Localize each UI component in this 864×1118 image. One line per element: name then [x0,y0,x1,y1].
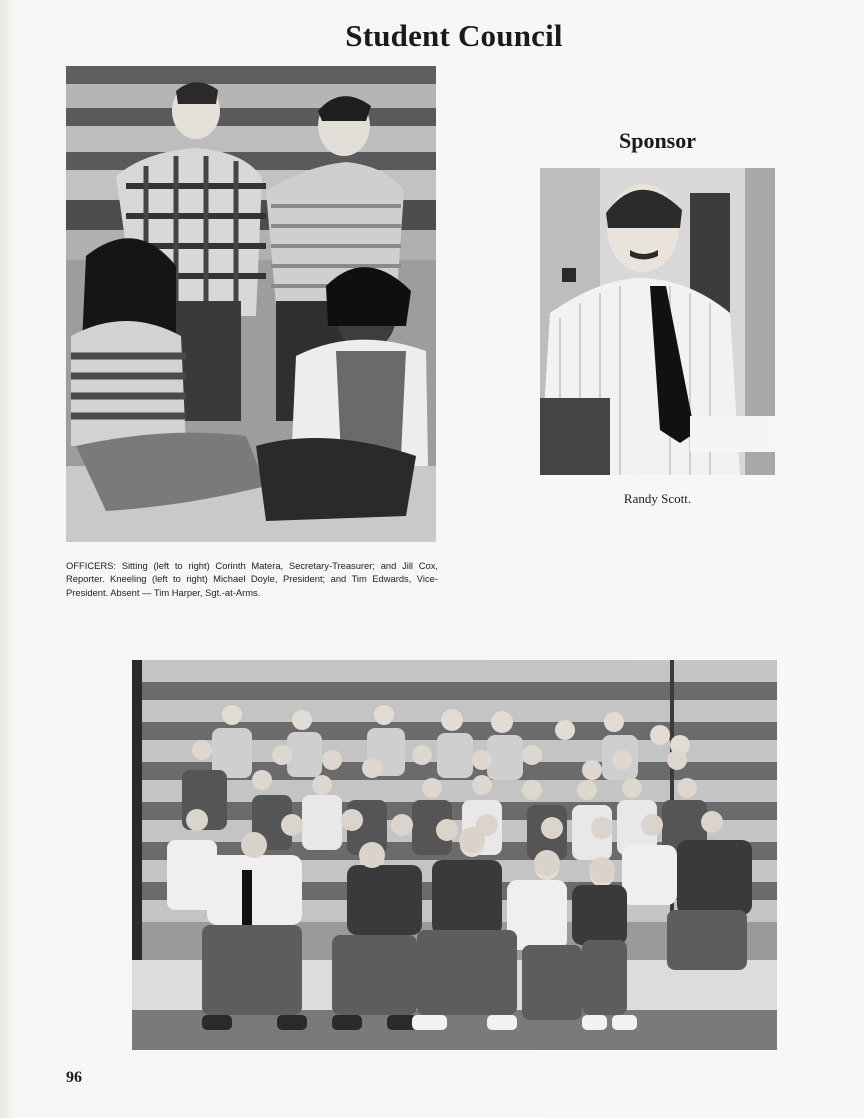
sponsor-photo [540,168,775,475]
page-title: Student Council [345,18,563,53]
sponsor-heading: Sponsor [618,128,697,153]
page-number: 96 [66,1069,82,1086]
group-photo [132,660,777,1050]
officers-caption: OFFICERS: Sitting (left to right) Corinth Matera, Secretary-Treasurer; and Jill Cox, Reporter. Kneeling (left to right) Michael Doyle, President; and Tim Edwards, Vice-President. Absent — Tim Harper, Sgt.-at-Arms. [66,560,438,598]
officers-photo [66,66,436,542]
sponsor-caption: Randy Scott. [623,491,692,506]
